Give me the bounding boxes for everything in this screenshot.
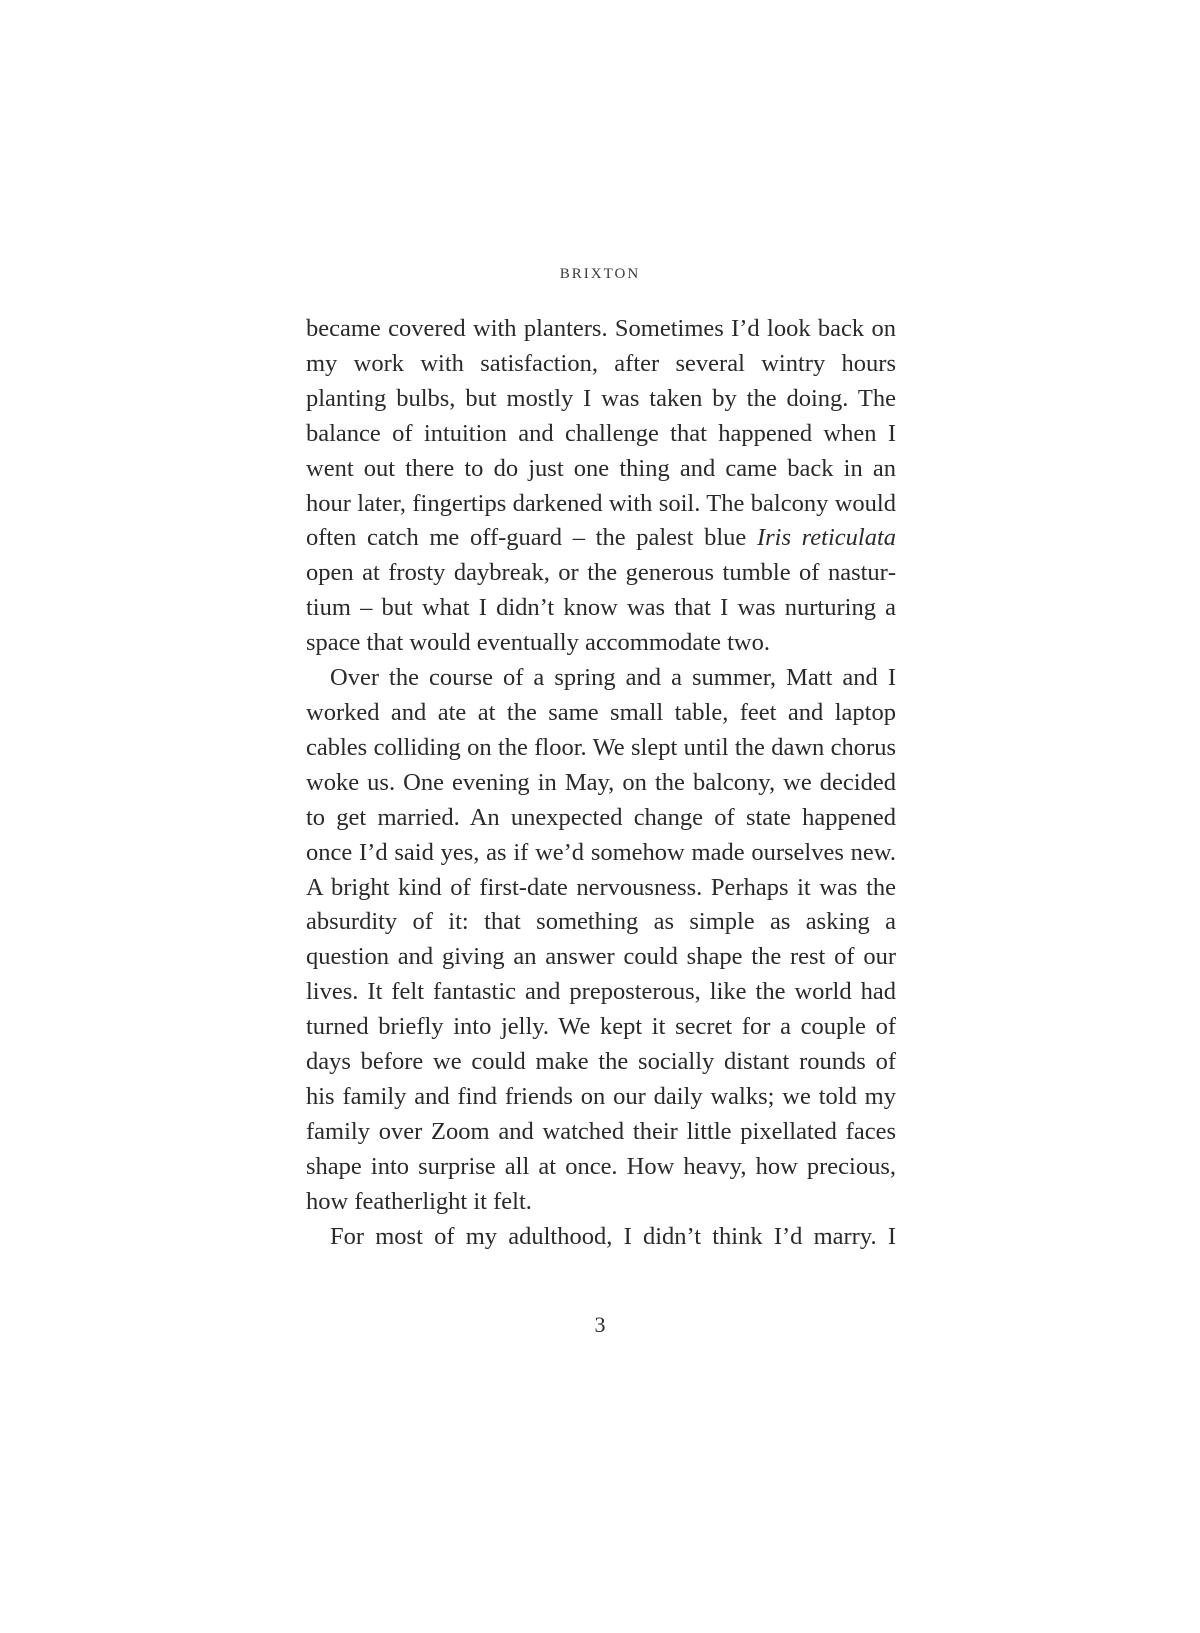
paragraph-3: For most of my adulthood, I didn’t think I’d marry. I — [330, 1222, 896, 1250]
paragraph-1-text-b: open at frosty daybreak, or the generous tumble of nasturtium – but what I didn’t know was that I was nurturing a space that would eventually accommodate two. — [306, 559, 896, 657]
paragraph-1 — [306, 312, 896, 661]
running-head: BRIXTON — [559, 266, 641, 282]
body-text — [306, 312, 896, 1254]
paragraph-2: Over the course of a spring and a summer, Matt and I worked and ate at the same small table, feet and laptop cables colliding on the floor. We slept until the dawn chorus woke us. One evening in May, on the balcony, we decided to get married. An unexpected change of state happened once I’d said yes, as if we’d somehow made ourselves new. A bright kind of first-date nervousness. Perhaps it was the absurdity of it: that something as simple as asking a question and giving an answer could shape the rest of our lives. It felt fantastic and preposterous, like the world had turned briefly into jelly. We kept it secret for a couple of days before we could make the socially distant rounds of his family and find friends on our daily walks; we told my family over Zoom and watched their little pixellated faces shape into surprise all at once. How heavy, how precious, how featherlight it felt. — [306, 664, 896, 1215]
page-number: 3 — [594, 1312, 606, 1337]
paragraph-1-italic-term: Iris reticulata — [756, 524, 896, 552]
paragraph-1-text-a: became covered with planters. Sometimes I’d look back on my work with satisfaction, after several wintry hours planting bulbs, but mostly I was taken by the doing. The balance of intuition and challenge that happened when I went out there to do just one thing and came back in an hour later, fingertips darkened with soil. The balcony would often catch me off-guard – the palest blue — [306, 315, 896, 552]
